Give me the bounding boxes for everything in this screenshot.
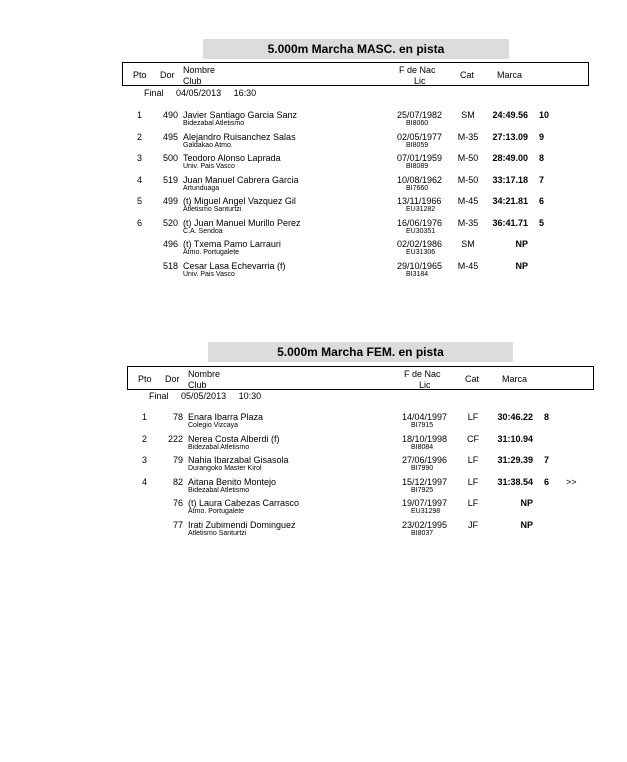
- athlete-club: Artunduaga: [183, 184, 220, 192]
- birth-date: 15/12/1997: [402, 476, 448, 487]
- license-number: BI8089: [406, 163, 429, 170]
- points: 8: [544, 412, 550, 422]
- header-marca: Marca: [497, 70, 523, 80]
- birth-date: 07/01/1959: [397, 153, 443, 163]
- bib-number: 490: [162, 110, 178, 120]
- table-row: [0, 520, 627, 542]
- result-position: 3: [137, 153, 143, 163]
- points: 5: [539, 217, 545, 228]
- athlete-name: Alejandro Ruisanchez Salas: [183, 131, 296, 142]
- result-mark: 34:21.81: [492, 196, 528, 206]
- result-position: 2: [137, 131, 143, 142]
- result-mark: 36:41.71: [492, 217, 528, 228]
- birth-date: 13/11/1966: [397, 196, 442, 206]
- category: JF: [468, 519, 478, 530]
- table-row: [0, 153, 627, 175]
- result-mark: 28:49.00: [492, 153, 528, 163]
- points: 7: [539, 174, 545, 185]
- license-number: BI7915: [411, 422, 434, 429]
- athlete-club: Univ. Pais Vasco: [183, 163, 235, 170]
- birth-date: 02/02/1986: [397, 239, 443, 249]
- header-lic: Lic: [414, 76, 426, 86]
- athlete-name: Javier Santiago Garcia Sanz: [183, 110, 298, 120]
- birth-date: 02/05/1977: [397, 131, 443, 142]
- bib-number: 520: [162, 217, 178, 228]
- header-cat: Cat: [465, 374, 480, 384]
- result-mark: NP: [520, 519, 533, 530]
- final-label: Final: [144, 88, 164, 98]
- athlete-club: Durangoko Master Kirol: [188, 465, 262, 472]
- category: M-45: [457, 196, 479, 206]
- note-marker: >>: [566, 476, 577, 487]
- athlete-name: Juan Manuel Cabrera Garcia: [183, 174, 299, 185]
- table-row: [0, 412, 627, 434]
- athlete-club: Univ. Pais Vasco: [183, 270, 235, 278]
- result-mark: 31:10.94: [497, 433, 533, 444]
- result-mark: NP: [520, 498, 533, 508]
- header-fnac: F de Nac: [404, 369, 441, 379]
- athlete-name: Enara Ibarra Plaza: [188, 412, 264, 422]
- athlete-club: Colegio Vizcaya: [188, 422, 239, 429]
- athlete-name: Nahia Ibarzabal Gisasola: [188, 455, 289, 465]
- header-nombre: Nombre: [183, 65, 216, 75]
- table-row: [0, 132, 627, 154]
- header-dor: Dor: [165, 374, 180, 384]
- category: LF: [467, 455, 479, 465]
- athlete-name: (t) Laura Cabezas Carrasco: [188, 498, 300, 508]
- category: M-50: [457, 153, 479, 163]
- bib-number: 76: [172, 498, 183, 508]
- athlete-club: Atmo. Portugalete: [188, 508, 245, 515]
- bib-number: 499: [162, 196, 178, 206]
- athlete-club: Bidezabal Atletismo: [183, 120, 245, 127]
- table-row: [0, 477, 627, 499]
- athlete-name: Cesar Lasa Echevarria (f): [183, 260, 286, 271]
- bib-number: 77: [172, 519, 183, 530]
- bib-number: 79: [172, 455, 183, 465]
- table-row: [0, 218, 627, 240]
- category: LF: [467, 498, 479, 508]
- table-row: [0, 261, 627, 283]
- license-number: BI7990: [411, 465, 434, 472]
- athlete-club: Bidezabal Atletismo: [188, 486, 250, 494]
- athlete-name: (t) Txema Pamo Larrauri: [183, 239, 281, 249]
- result-position: 4: [142, 476, 148, 487]
- category: M-35: [457, 131, 479, 142]
- table-header: [122, 62, 589, 86]
- category: LF: [467, 412, 479, 422]
- table-row: [0, 175, 627, 197]
- license-number: BI8084: [411, 443, 434, 451]
- final-time: 10:30: [238, 391, 262, 401]
- license-number: BI8060: [406, 120, 429, 127]
- final-date: 04/05/2013: [176, 88, 222, 98]
- license-number: EU31298: [411, 508, 441, 515]
- header-dor: Dor: [160, 70, 175, 80]
- final-info: [144, 88, 256, 98]
- header-pto: Pto: [133, 70, 147, 80]
- license-number: EU31282: [406, 206, 436, 213]
- result-position: 1: [137, 110, 143, 120]
- header-cat: Cat: [460, 70, 475, 80]
- birth-date: 23/02/1995: [402, 519, 448, 530]
- result-position: 2: [142, 433, 148, 444]
- license-number: BI7925: [411, 486, 434, 494]
- category: LF: [467, 476, 479, 487]
- athlete-club: Atletismo Santurtzi: [183, 206, 242, 213]
- license-number: BI8037: [411, 529, 434, 537]
- bib-number: 518: [162, 260, 178, 271]
- bib-number: 82: [172, 476, 183, 487]
- athlete-club: C.A. Sendoa: [183, 227, 223, 235]
- final-info: [149, 391, 261, 401]
- license-number: EU31306: [406, 249, 436, 256]
- header-lic: Lic: [419, 380, 431, 390]
- bib-number: 519: [162, 174, 178, 185]
- table-row: [0, 110, 627, 132]
- table-header: [127, 366, 594, 390]
- result-position: 6: [137, 217, 143, 228]
- header-marca: Marca: [502, 374, 528, 384]
- result-position: 5: [137, 196, 143, 206]
- result-position: 4: [137, 174, 143, 185]
- header-fnac: F de Nac: [399, 65, 436, 75]
- result-mark: 30:46.22: [497, 412, 533, 422]
- bib-number: 495: [162, 131, 178, 142]
- bib-number: 222: [167, 433, 183, 444]
- birth-date: 27/06/1996: [402, 455, 448, 465]
- points: 6: [539, 196, 545, 206]
- athlete-name: (t) Juan Manuel Murillo Perez: [183, 217, 301, 228]
- header-club: Club: [188, 380, 207, 390]
- table-row: [0, 455, 627, 477]
- points: 7: [544, 455, 550, 465]
- birth-date: 10/08/1962: [397, 174, 443, 185]
- points: 9: [539, 131, 545, 142]
- athlete-name: Irati Zubimendi Dominguez: [188, 519, 296, 530]
- event-title: 5.000m Marcha FEM. en pista: [208, 342, 513, 362]
- license-number: BI7660: [406, 184, 429, 192]
- birth-date: 19/07/1997: [402, 498, 448, 508]
- athlete-club: Galdakao Atmo.: [183, 141, 233, 149]
- result-mark: 31:29.39: [497, 455, 533, 465]
- result-mark: 31:38.54: [497, 476, 533, 487]
- category: SM: [461, 239, 475, 249]
- event-title: 5.000m Marcha MASC. en pista: [203, 39, 509, 59]
- license-number: EU30351: [406, 227, 436, 235]
- result-mark: NP: [515, 239, 528, 249]
- final-date: 05/05/2013: [181, 391, 227, 401]
- birth-date: 18/10/1998: [402, 433, 448, 444]
- result-mark: 33:17.18: [492, 174, 528, 185]
- points: 8: [539, 153, 545, 163]
- athlete-name: Aitana Benito Montejo: [188, 476, 277, 487]
- category: M-50: [457, 174, 479, 185]
- athlete-club: Atletismo Santurtzi: [188, 529, 247, 537]
- athlete-name: Teodoro Alonso Laprada: [183, 153, 281, 163]
- category: CF: [467, 433, 479, 444]
- athlete-name: (t) Miguel Angel Vazquez Gil: [183, 196, 296, 206]
- result-mark: 24:49.56: [492, 110, 528, 120]
- table-row: [0, 196, 627, 218]
- birth-date: 29/10/1965: [397, 260, 443, 271]
- license-number: BI3184: [406, 270, 429, 278]
- athlete-club: Bidezabal Atletismo: [188, 443, 250, 451]
- bib-number: 496: [162, 239, 178, 249]
- points: 10: [539, 110, 550, 120]
- birth-date: 14/04/1997: [402, 412, 448, 422]
- result-position: 3: [142, 455, 148, 465]
- category: M-35: [457, 217, 479, 228]
- birth-date: 16/06/1976: [397, 217, 443, 228]
- points: 6: [544, 476, 550, 487]
- result-mark: 27:13.09: [492, 131, 528, 142]
- result-position: 1: [142, 412, 148, 422]
- table-row: [0, 434, 627, 456]
- athlete-name: Nerea Costa Alberdi (f): [188, 433, 280, 444]
- final-label: Final: [149, 391, 169, 401]
- result-mark: NP: [515, 260, 528, 271]
- header-club: Club: [183, 76, 202, 86]
- category: M-45: [457, 260, 479, 271]
- final-time: 16:30: [233, 88, 257, 98]
- bib-number: 78: [172, 412, 183, 422]
- birth-date: 25/07/1982: [397, 110, 443, 120]
- bib-number: 500: [162, 153, 178, 163]
- license-number: BI8059: [406, 141, 429, 149]
- table-row: [0, 498, 627, 520]
- header-pto: Pto: [138, 374, 152, 384]
- table-row: [0, 239, 627, 261]
- category: SM: [461, 110, 475, 120]
- header-nombre: Nombre: [188, 369, 221, 379]
- athlete-club: Atmo. Portugalete: [183, 249, 240, 256]
